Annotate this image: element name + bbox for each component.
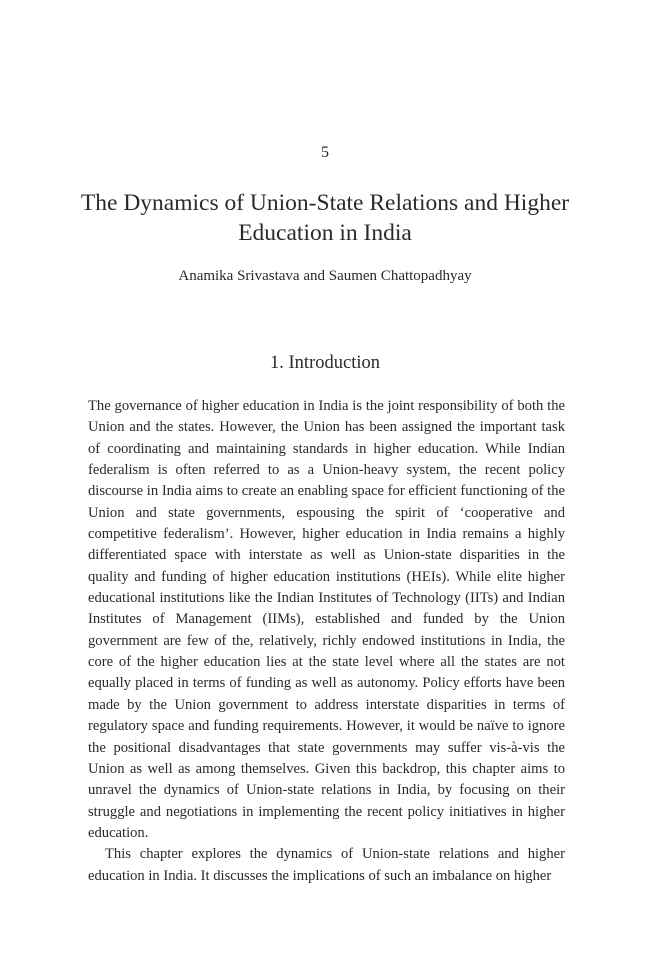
paragraph: This chapter explores the dynamics of Union-state relations and higher education in India. It discusses the implications of such an imbalance on higher <box>88 846 565 884</box>
chapter-authors: Anamika Srivastava and Saumen Chattopadhyay <box>178 268 472 284</box>
chapter-number: 5 <box>321 144 329 161</box>
body-text <box>88 396 565 887</box>
paragraph: The governance of higher education in India is the joint responsibility of both the Union and the states. However, the Union has been assigned the important task of coordinating and maintaining standards in higher education. While Indian federalism is often referred to as a Union-heavy system, the recent policy discourse in India aims to create an enabling space for efficient functioning of the Union and state governments, espousing the spirit of ‘cooperative and competitive federalism’. However, higher education in India remains a highly differentiated space with interstate as well as Union-state disparities in the quality and funding of higher education institutions (HEIs). While elite higher educational institutions like the Indian Institutes of Technology (IITs) and Indian Institutes of Management (IIMs), established and funded by the Union government are few of the, relatively, richly endowed institutions in India, the core of the higher education lies at the state level where all the states are not equally placed in terms of funding as well as autonomy. Policy efforts have been made by the Union government to address interstate disparities in terms of regulatory space and funding requirements. However, it would be naïve to ignore the positional disadvantages that state governments may suffer vis-à-vis the Union as well as among themselves. Given this backdrop, this chapter aims to unravel the dynamics of Union-state relations in India, by focusing on their struggle and negotiations in implementing the recent policy initiatives in higher education. <box>88 398 565 841</box>
chapter-title: The Dynamics of Union-State Relations and Higher Education in India <box>80 190 570 246</box>
section-heading: 1. Introduction <box>270 353 380 373</box>
